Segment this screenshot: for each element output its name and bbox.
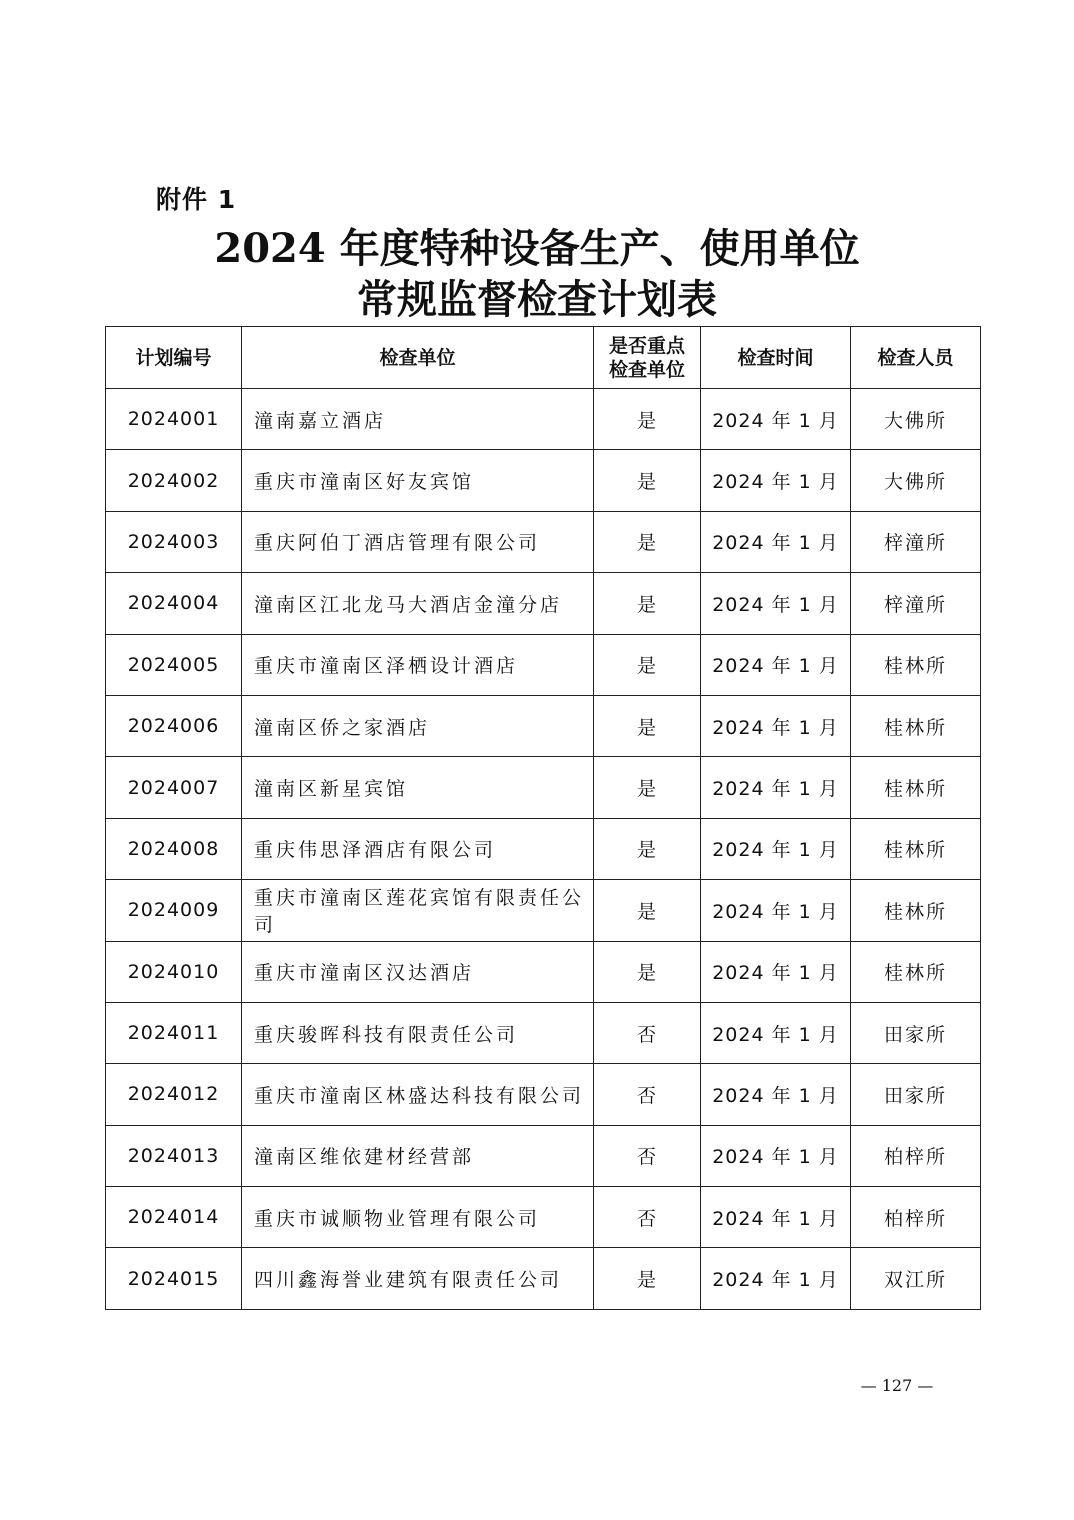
- cell-plan-code: 2024010: [106, 941, 242, 1002]
- cell-inspection-unit: 重庆市潼南区汉达酒店: [242, 941, 594, 1002]
- table-row: [106, 757, 981, 818]
- cell-plan-code: 2024005: [106, 634, 242, 695]
- cell-inspection-unit: 潼南区新星宾馆: [242, 757, 594, 818]
- table-row: [106, 573, 981, 634]
- cell-key-unit: 是: [594, 941, 701, 1002]
- table-row: [106, 1187, 981, 1248]
- cell-inspection-time: 2024 年 1 月: [701, 1125, 851, 1186]
- cell-plan-code: 2024002: [106, 450, 242, 511]
- cell-plan-code: 2024015: [106, 1248, 242, 1309]
- cell-key-unit: 是: [594, 511, 701, 572]
- cell-inspector: 桂林所: [851, 818, 981, 879]
- cell-inspection-time: 2024 年 1 月: [701, 450, 851, 511]
- cell-inspector: 大佛所: [851, 389, 981, 450]
- inspection-plan-table: [105, 326, 981, 1310]
- cell-plan-code: 2024006: [106, 695, 242, 756]
- table-row: [106, 511, 981, 572]
- cell-inspection-time: 2024 年 1 月: [701, 389, 851, 450]
- cell-key-unit: 否: [594, 1064, 701, 1125]
- cell-inspector: 梓潼所: [851, 511, 981, 572]
- table-row: [106, 941, 981, 1002]
- cell-inspection-time: 2024 年 1 月: [701, 818, 851, 879]
- cell-inspection-time: 2024 年 1 月: [701, 880, 851, 941]
- table-row: [106, 1064, 981, 1125]
- cell-plan-code: 2024014: [106, 1187, 242, 1248]
- cell-inspection-time: 2024 年 1 月: [701, 1187, 851, 1248]
- cell-inspection-time: 2024 年 1 月: [701, 573, 851, 634]
- cell-inspection-unit: 重庆市潼南区林盛达科技有限公司: [242, 1064, 594, 1125]
- cell-inspector: 大佛所: [851, 450, 981, 511]
- cell-inspection-unit: 潼南嘉立酒店: [242, 389, 594, 450]
- cell-inspection-unit: 潼南区江北龙马大酒店金潼分店: [242, 573, 594, 634]
- cell-plan-code: 2024008: [106, 818, 242, 879]
- cell-key-unit: 是: [594, 634, 701, 695]
- cell-inspection-unit: 重庆市潼南区好友宾馆: [242, 450, 594, 511]
- cell-inspector: 双江所: [851, 1248, 981, 1309]
- cell-inspection-unit: 重庆市诚顺物业管理有限公司: [242, 1187, 594, 1248]
- cell-inspection-time: 2024 年 1 月: [701, 757, 851, 818]
- cell-inspection-unit: 重庆伟思泽酒店有限公司: [242, 818, 594, 879]
- cell-key-unit: 是: [594, 573, 701, 634]
- header-inspector: 检查人员: [851, 327, 981, 389]
- cell-inspection-unit: 潼南区维依建材经营部: [242, 1125, 594, 1186]
- cell-plan-code: 2024013: [106, 1125, 242, 1186]
- table-row: [106, 450, 981, 511]
- cell-plan-code: 2024004: [106, 573, 242, 634]
- attachment-label: 附件 1: [156, 185, 237, 214]
- cell-inspector: 桂林所: [851, 941, 981, 1002]
- document-title-line1: 2024 年度特种设备生产、使用单位: [214, 225, 860, 272]
- cell-plan-code: 2024007: [106, 757, 242, 818]
- cell-inspector: 梓潼所: [851, 573, 981, 634]
- cell-key-unit: 是: [594, 880, 701, 941]
- cell-inspection-unit: 四川鑫海誉业建筑有限责任公司: [242, 1248, 594, 1309]
- header-plan-code: 计划编号: [106, 327, 242, 389]
- cell-inspector: 田家所: [851, 1002, 981, 1063]
- table-row: [106, 389, 981, 450]
- cell-inspection-unit: 重庆骏晖科技有限责任公司: [242, 1002, 594, 1063]
- cell-key-unit: 是: [594, 1248, 701, 1309]
- document-title-line2: 常规监督检查计划表: [357, 276, 717, 323]
- cell-plan-code: 2024012: [106, 1064, 242, 1125]
- header-inspection-time: 检查时间: [701, 327, 851, 389]
- cell-key-unit: 是: [594, 757, 701, 818]
- cell-inspector: 桂林所: [851, 757, 981, 818]
- table-row: [106, 1002, 981, 1063]
- cell-inspection-unit: 重庆阿伯丁酒店管理有限公司: [242, 511, 594, 572]
- cell-inspection-time: 2024 年 1 月: [701, 511, 851, 572]
- header-key-unit: [594, 327, 701, 389]
- page-number: — 127 —: [860, 1376, 934, 1395]
- table-row: [106, 695, 981, 756]
- cell-inspector: 桂林所: [851, 880, 981, 941]
- cell-key-unit: 是: [594, 818, 701, 879]
- cell-inspection-unit: 重庆市潼南区莲花宾馆有限责任公司: [242, 880, 594, 941]
- cell-inspection-time: 2024 年 1 月: [701, 695, 851, 756]
- table-header-row: [106, 327, 981, 389]
- cell-key-unit: 是: [594, 389, 701, 450]
- cell-key-unit: 否: [594, 1002, 701, 1063]
- cell-inspection-time: 2024 年 1 月: [701, 1064, 851, 1125]
- header-key-unit-line1: 是否重点: [608, 334, 685, 357]
- header-inspection-unit: 检查单位: [242, 327, 594, 389]
- cell-inspector: 桂林所: [851, 634, 981, 695]
- cell-inspector: 柏梓所: [851, 1125, 981, 1186]
- cell-plan-code: 2024011: [106, 1002, 242, 1063]
- cell-inspection-time: 2024 年 1 月: [701, 634, 851, 695]
- table-row: [106, 634, 981, 695]
- header-key-unit-line2: 检查单位: [608, 358, 685, 381]
- cell-key-unit: 否: [594, 1125, 701, 1186]
- cell-inspection-time: 2024 年 1 月: [701, 1248, 851, 1309]
- cell-inspector: 田家所: [851, 1064, 981, 1125]
- cell-inspector: 柏梓所: [851, 1187, 981, 1248]
- cell-inspection-time: 2024 年 1 月: [701, 1002, 851, 1063]
- cell-inspection-time: 2024 年 1 月: [701, 941, 851, 1002]
- cell-inspector: 桂林所: [851, 695, 981, 756]
- table-row: [106, 880, 981, 941]
- cell-key-unit: 是: [594, 695, 701, 756]
- cell-inspection-unit: 重庆市潼南区泽栖设计酒店: [242, 634, 594, 695]
- cell-plan-code: 2024003: [106, 511, 242, 572]
- table-row: [106, 1248, 981, 1309]
- table-row: [106, 1125, 981, 1186]
- cell-key-unit: 是: [594, 450, 701, 511]
- cell-inspection-unit: 潼南区侨之家酒店: [242, 695, 594, 756]
- table-row: [106, 818, 981, 879]
- cell-key-unit: 否: [594, 1187, 701, 1248]
- cell-plan-code: 2024009: [106, 880, 242, 941]
- cell-plan-code: 2024001: [106, 389, 242, 450]
